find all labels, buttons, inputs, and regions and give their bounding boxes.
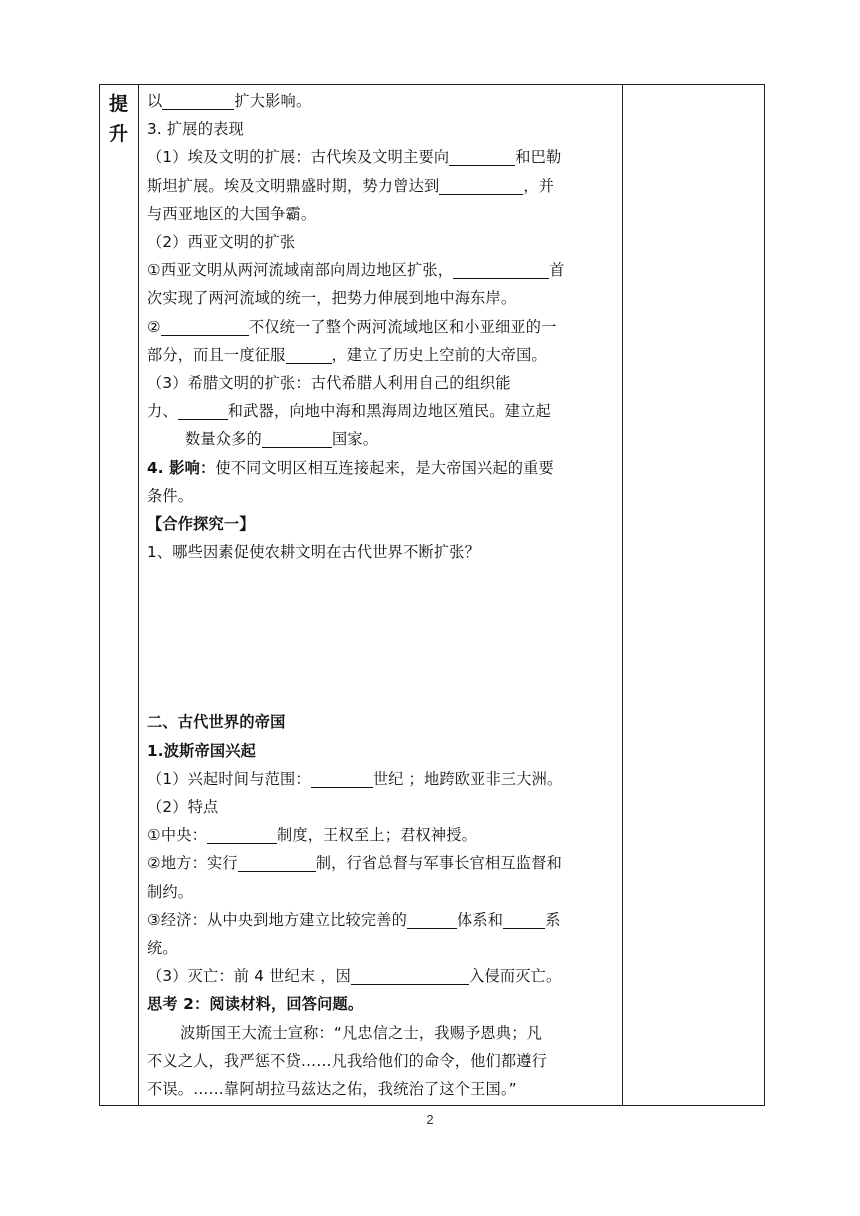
fill-blank[interactable] xyxy=(262,429,332,448)
page-number: 2 xyxy=(426,1112,434,1127)
fill-blank[interactable] xyxy=(311,769,373,788)
side-label-char: 提 xyxy=(109,93,129,115)
text-line: （1）兴起时间与范围： 世纪 ；地跨欧亚非三大洲。 xyxy=(147,769,563,788)
section-heading-empires: 二、古代世界的帝国 xyxy=(147,713,286,732)
quote-line: 不误。……靠阿胡拉马兹达之佑，我统治了这个王国。” xyxy=(147,1080,517,1099)
text-line: ①西亚文明从两河流域南部向周边地区扩张， 首 xyxy=(147,261,565,280)
quote-line: 不义之人，我严惩不贷……凡我给他们的命令，他们都遵行 xyxy=(147,1051,548,1070)
text-line: 力、 和武器，向地中海和黑海周边地区殖民。建立起 xyxy=(147,402,551,421)
text-line: 数量众多的 国家。 xyxy=(185,430,379,449)
text-line: （1）埃及文明的扩展：古代埃及文明主要向 和巴勒 xyxy=(147,148,562,167)
text-line: 制约。 xyxy=(147,882,194,901)
text-line: （3）希腊文明的扩张：古代希腊人利用自己的组织能 xyxy=(147,374,511,393)
content-body xyxy=(139,85,622,1103)
fill-blank[interactable] xyxy=(453,260,549,279)
fill-blank[interactable] xyxy=(439,176,523,195)
subheading-expansion: 3. 扩展的表现 xyxy=(147,120,244,139)
section-heading-inquiry: 【合作探究一】 xyxy=(147,515,255,534)
fill-blank[interactable] xyxy=(162,91,234,110)
fill-blank[interactable] xyxy=(503,910,545,929)
text-line: ③经济：从中央到地方建立比较完善的 体系和 系 xyxy=(147,910,561,929)
table-row xyxy=(100,85,765,1106)
answer-space[interactable] xyxy=(147,566,616,708)
text-line: ①中央： 制度，王权至上；君权神授。 xyxy=(147,826,478,845)
content-cell xyxy=(139,85,623,1106)
text-line: （3）灭亡：前 4 世纪末 ，因 入侵而灭亡。 xyxy=(147,967,562,986)
side-label xyxy=(100,85,138,149)
side-label-char: 升 xyxy=(109,123,129,145)
fill-blank[interactable] xyxy=(351,966,469,985)
text-line: 部分，而且一度征服 ，建立了历史上空前的大帝国。 xyxy=(147,345,547,364)
subheading-think: 思考 2：阅读材料，回答问题。 xyxy=(147,995,364,1014)
subheading-persia: 1.波斯帝国兴起 xyxy=(147,741,257,760)
text-line: ② 不仅统一了整个两河流域地区和小亚细亚的一 xyxy=(147,317,557,336)
quote-line: 波斯国王大流士宣称：“凡忠信之士，我赐予恩典；凡 xyxy=(180,1023,542,1042)
fill-blank[interactable] xyxy=(178,401,228,420)
text-line: （2）西亚文明的扩张 xyxy=(147,233,296,252)
text-line: 条件。 xyxy=(147,486,194,505)
text-line: ②地方：实行 制，行省总督与军事长官相互监督和 xyxy=(147,854,562,873)
worksheet-table xyxy=(99,84,765,1106)
fill-blank[interactable] xyxy=(238,853,316,872)
text-line: 次实现了两河流域的统一，把势力伸展到地中海东岸。 xyxy=(147,289,517,308)
text-line: 4. 影响：使不同文明区相互连接起来，是大帝国兴起的重要 xyxy=(147,458,554,477)
fill-blank[interactable] xyxy=(161,317,249,336)
fill-blank[interactable] xyxy=(449,147,515,166)
text-line: 与西亚地区的大国争霸。 xyxy=(147,204,317,223)
fill-blank[interactable] xyxy=(286,345,332,364)
fill-blank[interactable] xyxy=(207,825,277,844)
text-line: （2）特点 xyxy=(147,798,219,817)
text-line: 斯坦扩展。埃及文明鼎盛时期，势力曾达到 ，并 xyxy=(147,176,555,195)
fill-blank[interactable] xyxy=(407,910,457,929)
text-line: 统。 xyxy=(147,939,178,958)
notes-cell[interactable] xyxy=(623,85,765,1106)
side-label-cell xyxy=(100,85,139,1106)
text-line: 以 扩大影响。 xyxy=(147,92,312,110)
question-text: 1、哪些因素促使农耕文明在古代世界不断扩张？ xyxy=(147,543,481,562)
